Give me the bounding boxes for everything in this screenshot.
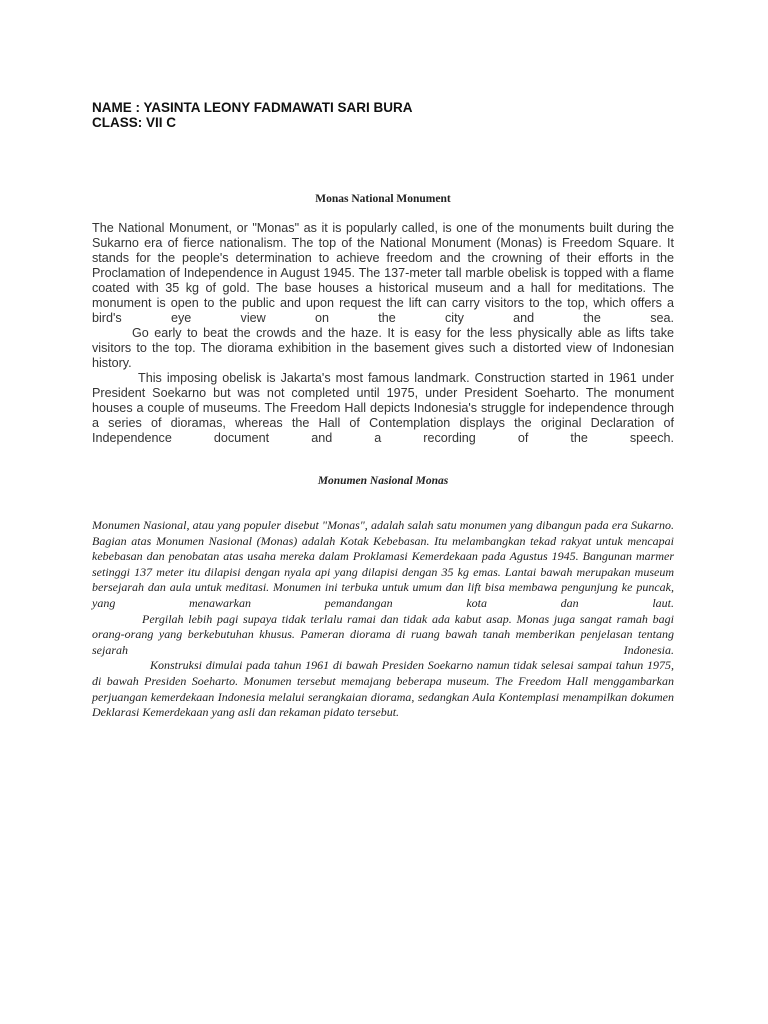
indonesian-title: Monumen Nasional Monas: [317, 475, 449, 487]
english-paragraph-1: The National Monument, or "Monas" as it is popularly called, is one of the monuments built during the Sukarno era of fierce nationalism. The top of the National Monument (Monas) is Freedom Square. It stands for the people's determination to achieve freedom and the crowning of their efforts in the Proclamation of Independence in August 1945. The 137-meter tall marble obelisk is topped with a flame coated with 35 kg of gold. The base houses a historical museum and a hall for meditations. The monument is open to the public and upon request the lift can carry visitors to the top, which offers a bird's eye view on the city and the sea.: [92, 221, 674, 325]
indonesian-paragraph-1: Monumen Nasional, atau yang populer disebut "Monas", adalah salah satu monumen yang dibangun pada era Sukarno. Bagian atas Monumen Nasional (Monas) adalah Kotak Kebebasan. Itu melambangkan tekad rakyat untuk mencapai kebebasan dan penobatan atas usaha mereka dalam Proklamasi Kemerdekaan pada Agustus 1945. Bangunan marmer setinggi 137 meter itu dilapisi dengan nyala api yang dilapisi dengan 35 kg emas. Lantai bawah merupakan museum bersejarah dan aula untuk meditasi. Monumen ini terbuka untuk umum dan lift bisa membawa pengunjung ke puncak, yang menawarkan pemandangan kota dan laut.: [92, 518, 674, 610]
english-title: Monas National Monument: [315, 193, 451, 205]
student-name: NAME : YASINTA LEONY FADMAWATI SARI BURA: [92, 100, 413, 115]
student-class: CLASS: VII C: [92, 115, 177, 130]
english-body: [92, 221, 674, 446]
indonesian-paragraph-3: Konstruksi dimulai pada tahun 1961 di bawah Presiden Soekarno namun tidak selesai sampai tahun 1975, di bawah Presiden Soeharto. Monumen tersebut memajang beberapa museum. The Freedom Hall menggambarkan perjuangan kemerdekaan Indonesia melalui serangkaian diorama, sedangkan Aula Kontemplasi menampilkan dokumen Deklarasi Kemerdekaan yang asli dan rekaman pidato tersebut.: [92, 658, 674, 720]
student-header: [92, 100, 413, 130]
english-paragraph-2: Go early to beat the crowds and the haze. It is easy for the less physically able as lifts take visitors to the top. The diorama exhibition in the basement gives such a distorted view of Indonesian history.: [92, 326, 674, 370]
indonesian-body: [92, 518, 674, 721]
indonesian-paragraph-2: Pergilah lebih pagi supaya tidak terlalu ramai dan tidak ada kabut asap. Monas juga sangat ramah bagi orang-orang yang berkebutuhan khusus. Pameran diorama di ruang bawah tanah memberikan penjelasan tentang sejarah Indonesia.: [92, 611, 674, 657]
english-paragraph-3: This imposing obelisk is Jakarta's most famous landmark. Construction started in 1961 under President Soekarno but was not completed until 1975, under President Soeharto. The monument houses a couple of museums. The Freedom Hall depicts Indonesia's struggle for independence through a series of dioramas, whereas the Hall of Contemplation displays the original Declaration of Independence document and a recording of the speech.: [92, 371, 674, 445]
